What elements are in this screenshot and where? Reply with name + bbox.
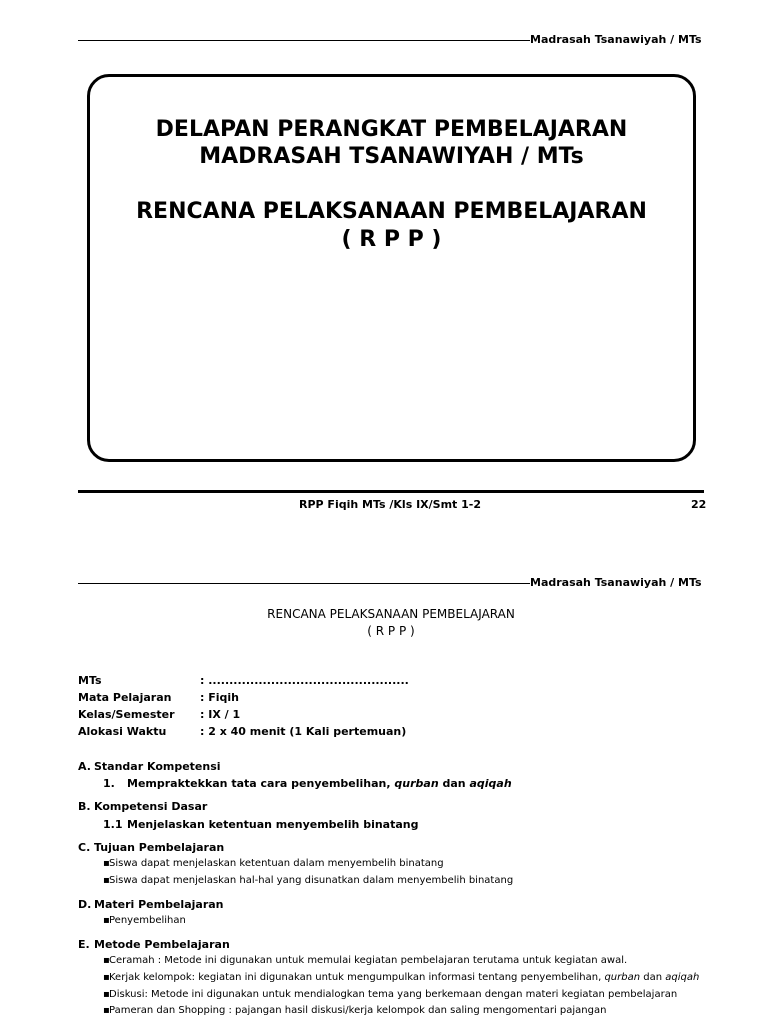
info-label-kelas: Kelas/Semester: [78, 708, 175, 721]
section-b-heading: [78, 800, 207, 813]
info-value-mapel: : Fiqih: [200, 691, 239, 704]
page1-header-text: Madrasah Tsanawiyah / MTs: [530, 33, 702, 46]
page1-page-number: 22: [691, 498, 707, 511]
bullet-icon: ▪: [103, 875, 110, 886]
bullet-icon: ▪: [103, 1005, 110, 1016]
cover-line-4: ( R P P ): [341, 227, 442, 252]
section-e-bullet: [103, 955, 627, 966]
section-d-bullet-text: Penyembelihan: [109, 915, 186, 926]
section-c-bullet-text: Siswa dapat menjelaskan hal-hal yang disunatkan dalam menyembelih binatang: [109, 875, 514, 886]
section-e-bullet: [103, 972, 699, 983]
section-e-bullet-text: Ceramah : Metode ini digunakan untuk memulai kegiatan pembelajaran terutama untuk kegiatan awal.: [109, 955, 628, 966]
section-e-bullet-mid: dan: [640, 972, 666, 983]
section-c-title: Tujuan Pembelajaran: [94, 841, 225, 854]
info-label-alokasi: Alokasi Waktu: [78, 725, 167, 738]
section-d-bullet: [103, 915, 186, 926]
cover-line-1: DELAPAN PERANGKAT PEMBELAJARAN: [155, 117, 628, 142]
info-label-mapel: Mata Pelajaran: [78, 691, 172, 704]
bullet-icon: ▪: [103, 858, 110, 869]
cover-box: [87, 74, 696, 462]
section-a-title: Standar Kompetensi: [94, 760, 221, 773]
section-e-bullet: [103, 1005, 606, 1016]
section-e-bullet-text: Kerjak kelompok: kegiatan ini digunakan untuk mengumpulkan informasi tentang penyembelihan,: [109, 972, 605, 983]
section-a-letter: A.: [78, 760, 91, 773]
info-value-kelas: : IX / 1: [200, 708, 241, 721]
page1-footer-rule: [78, 490, 704, 493]
section-c-letter: C.: [78, 841, 91, 854]
section-a-item-em1: qurban: [394, 777, 439, 790]
section-e-bullet-text: Diskusi: Metode ini digunakan untuk mendialogkan tema yang berkemaan dengan materi kegiatan pembelajaran: [109, 989, 678, 1000]
rpp-subtitle: ( R P P ): [367, 624, 415, 638]
section-e-bullet-em2: aqiqah: [665, 972, 700, 983]
section-a-item-text: Mempraktekkan tata cara penyembelihan,: [127, 777, 395, 790]
section-e-bullet: [103, 989, 677, 1000]
cover-line-2: MADRASAH TSANAWIYAH / MTs: [199, 144, 584, 169]
page1-footer-text: RPP Fiqih MTs /Kls IX/Smt 1-2: [299, 498, 482, 511]
info-value-alokasi: : 2 x 40 menit (1 Kali pertemuan): [200, 725, 407, 738]
rpp-title: RENCANA PELAKSANAAN PEMBELAJARAN: [267, 607, 515, 621]
bullet-icon: ▪: [103, 955, 110, 966]
section-c-bullet: [103, 858, 444, 869]
section-b-item-number: 1.1: [103, 818, 123, 831]
section-c-bullet-text: Siswa dapat menjelaskan ketentuan dalam menyembelih binatang: [109, 858, 444, 869]
section-a-item: [103, 777, 512, 790]
section-d-title: Materi Pembelajaran: [94, 898, 224, 911]
info-value-mts: : ................................................: [200, 674, 409, 687]
section-b-letter: B.: [78, 800, 91, 813]
bullet-icon: ▪: [103, 915, 110, 926]
section-a-item-em2: aqiqah: [469, 777, 512, 790]
cover-line-3: RENCANA PELAKSANAAN PEMBELAJARAN: [136, 199, 647, 224]
page2-header-text: Madrasah Tsanawiyah / MTs: [530, 576, 702, 589]
bullet-icon: ▪: [103, 972, 110, 983]
section-c-heading: [78, 841, 224, 854]
page2-header-rule: [78, 583, 530, 584]
section-d-letter: D.: [78, 898, 92, 911]
section-b-title: Kompetensi Dasar: [94, 800, 208, 813]
section-a-item-number: 1.: [103, 777, 115, 790]
section-a-heading: [78, 760, 221, 773]
page1-header-rule: [78, 40, 530, 41]
info-label-mts: MTs: [78, 674, 102, 687]
section-c-bullet: [103, 875, 513, 886]
section-b-item-text: Menjelaskan ketentuan menyembelih binatang: [127, 818, 419, 831]
section-e-title: Metode Pembelajaran: [94, 938, 230, 951]
section-e-bullet-em1: qurban: [604, 972, 641, 983]
section-a-item-mid: dan: [438, 777, 470, 790]
section-e-bullet-text: Pameran dan Shopping : pajangan hasil diskusi/kerja kelompok dan saling mengomentari pajangan: [109, 1005, 607, 1016]
bullet-icon: ▪: [103, 989, 110, 1000]
section-e-heading: [78, 938, 230, 951]
section-d-heading: [78, 898, 224, 911]
section-e-letter: E.: [78, 938, 90, 951]
section-b-item: [103, 818, 418, 831]
